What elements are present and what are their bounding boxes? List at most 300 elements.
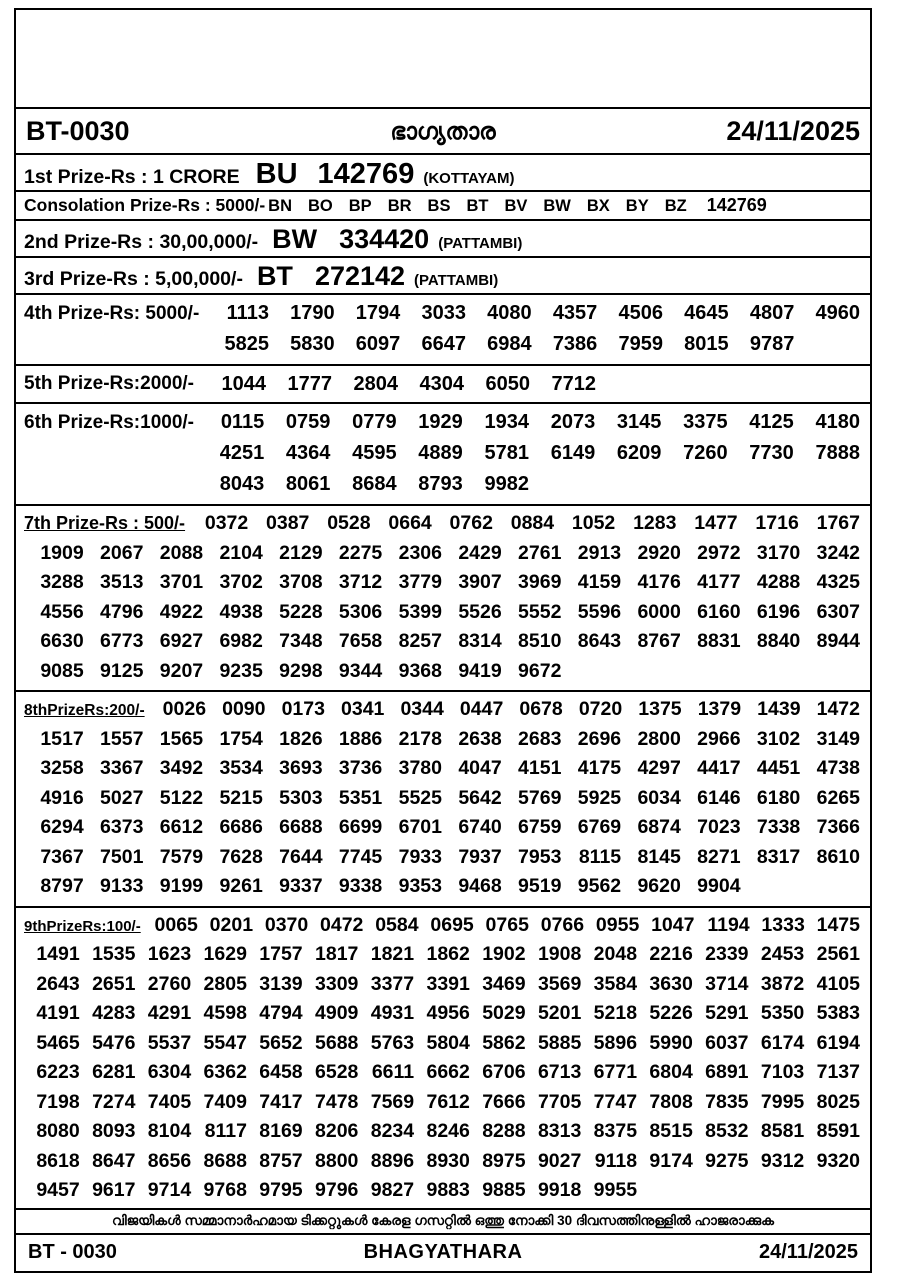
prize-number: 8581 [760, 1120, 805, 1142]
prize-number: 9904 [697, 875, 741, 897]
prize-number: 0955 [595, 913, 640, 936]
prize-number: 7628 [219, 845, 263, 868]
prize-number: 3708 [279, 571, 323, 593]
prize-number: 8793 [418, 473, 463, 495]
prize-number: 6160 [697, 600, 741, 623]
prize-number: 1716 [755, 512, 799, 534]
third-prize-place: (PATTAMBI) [414, 272, 499, 289]
eighth-prize-row [16, 692, 870, 908]
prize-number: 5781 [484, 442, 529, 464]
prize-number: 9353 [398, 875, 442, 897]
prize-number: 6458 [259, 1061, 303, 1083]
prize-number: 6630 [40, 630, 84, 652]
prize-number: 4960 [815, 302, 860, 324]
prize-number: 1826 [279, 727, 323, 750]
prize-number: 2913 [577, 541, 622, 564]
prize-number: 0387 [266, 512, 310, 534]
prize-number: 8944 [816, 630, 860, 652]
ninth-prize-row [16, 908, 870, 1208]
prize-number: 2073 [550, 411, 596, 433]
prize-number: 7417 [259, 1090, 303, 1113]
fourth-prize-numbers [203, 298, 860, 360]
prize-number: 6097 [355, 333, 401, 355]
prize-number: 6037 [705, 1031, 749, 1054]
consolation-series: BO [308, 197, 333, 215]
prize-number: 9620 [637, 875, 681, 897]
prize-number: 7501 [100, 845, 144, 868]
prize-number: 8930 [426, 1149, 470, 1172]
prize-number: 8117 [204, 1120, 247, 1142]
prize-number: 6304 [147, 1061, 192, 1083]
prize-number: 4357 [552, 302, 598, 324]
prize-number: 5525 [398, 786, 442, 809]
prize-number: 4175 [577, 757, 622, 779]
prize-number: 8515 [649, 1120, 693, 1142]
prize-number: 7808 [649, 1090, 693, 1113]
prize-number: 5896 [593, 1031, 638, 1054]
sixth-prize-numbers [198, 407, 860, 500]
prize-number: 2683 [518, 727, 562, 750]
first-prize-place: (KOTTAYAM) [423, 170, 515, 187]
prize-number: 7959 [618, 333, 663, 355]
seventh-prize-label: 7th Prize-Rs : 500/- [24, 513, 186, 533]
prize-number: 6194 [816, 1031, 860, 1054]
consolation-prize-label: Consolation Prize-Rs : 5000/- [24, 195, 266, 215]
prize-number: 3367 [100, 757, 144, 779]
fourth-prize-row [16, 295, 870, 366]
prize-number: 7338 [756, 816, 801, 838]
prize-number: 8647 [92, 1149, 136, 1172]
prize-number: 0678 [519, 698, 563, 720]
seventh-prize-numbers-first [187, 509, 860, 539]
prize-number: 4556 [40, 600, 84, 623]
prize-number: 4288 [756, 571, 801, 593]
prize-number: 9918 [537, 1179, 582, 1201]
prize-number: 6699 [338, 816, 383, 838]
prize-number: 1283 [633, 512, 677, 534]
prize-number: 8510 [518, 630, 562, 652]
prize-number: 7366 [816, 816, 860, 838]
title-row [16, 109, 870, 155]
prize-number: 5306 [338, 600, 383, 623]
prize-number: 1491 [36, 943, 80, 965]
consolation-series: BW [543, 197, 571, 215]
prize-number: 1472 [816, 698, 860, 720]
prize-number: 1333 [761, 913, 805, 936]
prize-number: 1557 [100, 727, 144, 750]
prize-number: 6362 [203, 1061, 247, 1083]
prize-number: 9199 [159, 875, 204, 897]
prize-number: 5825 [224, 333, 269, 355]
prize-number: 4291 [147, 1002, 192, 1024]
prize-number: 1908 [537, 943, 582, 965]
footer-lottery-name: BHAGYATHARA [363, 1241, 523, 1263]
footer-row [16, 1235, 870, 1271]
consolation-series: BN [268, 197, 293, 215]
prize-number: 1047 [651, 913, 695, 936]
ninth-prize-numbers-first [143, 911, 860, 941]
prize-number: 8831 [697, 630, 741, 652]
prize-number: 4931 [370, 1002, 415, 1024]
prize-number: 5769 [518, 786, 562, 809]
prize-number: 3513 [100, 571, 144, 593]
prize-number: 7137 [816, 1061, 860, 1083]
prize-number: 2966 [697, 727, 741, 750]
prize-number: 9133 [100, 875, 144, 897]
prize-number: 4180 [815, 411, 860, 433]
prize-number: 7103 [760, 1061, 805, 1083]
consolation-series-list [268, 197, 703, 216]
prize-number: 5027 [100, 786, 144, 809]
prize-number: 5885 [537, 1031, 582, 1054]
prize-number: 8896 [370, 1149, 415, 1172]
prize-number: 6196 [756, 600, 801, 623]
prize-number: 1044 [221, 372, 266, 395]
prize-number: 4297 [637, 757, 681, 779]
prize-number: 6662 [426, 1061, 470, 1083]
prize-number: 7705 [537, 1090, 582, 1113]
prize-number: 1821 [370, 943, 415, 965]
prize-number: 5351 [338, 786, 383, 809]
prize-number: 2561 [816, 943, 860, 965]
prize-number: 2067 [100, 541, 144, 564]
prize-number: 5399 [398, 600, 442, 623]
prize-number: 6982 [219, 630, 263, 652]
prize-number: 1477 [694, 512, 738, 534]
second-prize-number: 334420 [339, 224, 430, 254]
prize-number: 1375 [638, 698, 682, 720]
prize-number: 8145 [637, 845, 681, 868]
prize-number: 9298 [279, 659, 323, 682]
prize-number: 4956 [426, 1002, 470, 1024]
prize-number: 7386 [552, 333, 598, 355]
prize-number: 2129 [279, 541, 323, 564]
prize-number: 5383 [816, 1002, 860, 1024]
prize-number: 1909 [40, 541, 84, 564]
prize-number: 1934 [484, 411, 529, 433]
prize-number: 5526 [458, 600, 502, 623]
prize-number: 8115 [578, 845, 622, 868]
prize-number: 3907 [458, 571, 502, 593]
prize-number: 2104 [219, 541, 263, 564]
prize-number: 5215 [219, 786, 263, 809]
prize-number: 7198 [36, 1090, 80, 1113]
second-prize-label: 2nd Prize-Rs : 30,00,000/- [24, 231, 259, 253]
prize-number: 0762 [449, 512, 493, 534]
prize-number: 6307 [816, 600, 860, 623]
prize-number: 8061 [285, 473, 331, 495]
prize-number: 2972 [697, 541, 741, 564]
prize-number: 1777 [287, 372, 332, 395]
prize-number: 8015 [684, 333, 729, 355]
prize-number: 2804 [353, 372, 398, 395]
prize-number: 6050 [485, 372, 530, 395]
consolation-series: BZ [664, 197, 687, 215]
prize-number: 8093 [92, 1120, 136, 1142]
prize-number: 3033 [421, 302, 466, 324]
prize-number: 3258 [40, 757, 84, 779]
prize-number: 8257 [398, 630, 442, 652]
prize-number: 8797 [40, 875, 84, 897]
prize-number: 1535 [92, 943, 136, 965]
prize-number: 9796 [315, 1179, 359, 1201]
prize-number: 9672 [518, 659, 562, 682]
prize-number: 8643 [577, 630, 622, 652]
prize-number: 6927 [159, 630, 204, 652]
prize-number: 7023 [697, 816, 741, 838]
prize-number: 2920 [637, 541, 681, 564]
prize-number: 2429 [458, 541, 502, 564]
prize-number: 3145 [616, 411, 662, 433]
prize-number: 8688 [203, 1149, 247, 1172]
prize-number: 6612 [159, 816, 204, 838]
seventh-prize-numbers [24, 539, 860, 687]
prize-number: 6611 [371, 1061, 415, 1083]
prize-number: 7888 [815, 442, 860, 464]
prize-number: 6146 [697, 786, 741, 809]
prize-number: 9787 [749, 333, 795, 355]
prize-number: 9275 [705, 1149, 749, 1172]
prize-number: 0695 [430, 913, 474, 936]
prize-number: 8317 [756, 845, 801, 868]
prize-number: 9885 [482, 1179, 526, 1201]
prize-number: 6701 [398, 816, 442, 838]
prize-number: 5763 [370, 1031, 415, 1054]
prize-number: 1113 [226, 302, 269, 324]
prize-number: 6891 [705, 1061, 749, 1083]
prize-number: 8591 [816, 1120, 860, 1142]
prize-number: 4364 [285, 442, 331, 464]
prize-number: 1862 [426, 943, 470, 965]
prize-number: 9982 [484, 473, 529, 495]
prize-number: 9827 [370, 1179, 415, 1201]
prize-number: 0173 [281, 698, 325, 720]
prize-number: 4938 [219, 600, 263, 623]
prize-number: 9337 [279, 875, 323, 897]
prize-number: 0370 [264, 913, 309, 936]
prize-number: 6373 [100, 816, 144, 838]
claim-instruction-note: വിജയികൾ സമ്മാനാർഹമായ ടിക്കറ്റുകൾ കേരള ഗസറ്റിൽ ഒത്തു നോക്കി 30 ദിവസത്തിനുള്ളിൽ ഹാജരാക്കുക [16, 1208, 870, 1235]
prize-number: 8169 [259, 1120, 303, 1142]
prize-number: 8206 [315, 1120, 359, 1142]
prize-number: 4794 [259, 1002, 303, 1024]
lottery-code: BT-0030 [26, 115, 130, 146]
prize-number: 9344 [338, 659, 383, 682]
prize-number: 0065 [154, 913, 198, 936]
prize-number: 4283 [92, 1002, 136, 1024]
prize-number: 3872 [760, 972, 805, 995]
prize-number: 7747 [593, 1090, 638, 1113]
prize-number: 3780 [398, 757, 442, 779]
prize-number: 5029 [482, 1002, 526, 1024]
ninth-prize-label: 9thPrizeRs:100/- [24, 917, 141, 935]
prize-number: 5547 [203, 1031, 247, 1054]
prize-number: 6281 [92, 1061, 136, 1083]
prize-number: 6647 [421, 333, 466, 355]
prize-number: 8618 [36, 1149, 80, 1172]
sixth-prize-label: 6th Prize-Rs:1000/- [24, 412, 195, 433]
prize-number: 4889 [418, 442, 463, 464]
prize-number: 9617 [92, 1179, 136, 1201]
consolation-series: BV [504, 197, 528, 215]
prize-number: 1817 [315, 943, 359, 965]
prize-number: 0115 [220, 411, 265, 433]
prize-number: 3712 [338, 571, 383, 593]
prize-number: 8288 [482, 1120, 526, 1142]
prize-number: 9085 [40, 659, 84, 682]
prize-number: 8104 [147, 1120, 192, 1142]
prize-number: 9312 [760, 1149, 805, 1172]
prize-number: 8767 [637, 630, 681, 652]
prize-number: 6686 [219, 816, 263, 838]
prize-number: 0201 [209, 913, 254, 936]
prize-number: 2178 [398, 727, 442, 750]
prize-number: 2800 [637, 727, 681, 750]
prize-number: 9883 [426, 1179, 470, 1201]
prize-number: 3375 [683, 411, 728, 433]
prize-number: 9419 [458, 659, 502, 682]
prize-number: 1790 [290, 302, 335, 324]
consolation-series: BY [625, 197, 649, 215]
prize-number: 8975 [482, 1149, 526, 1172]
prize-number: 7579 [159, 845, 204, 868]
prize-number: 0026 [162, 698, 207, 720]
prize-number: 1757 [259, 943, 303, 965]
prize-number: 5218 [593, 1002, 638, 1024]
prize-number: 0884 [510, 512, 555, 534]
first-prize-label: 1st Prize-Rs : 1 CRORE [24, 166, 240, 188]
prize-number: 8271 [697, 845, 741, 868]
prize-number: 7835 [705, 1090, 749, 1113]
prize-number: 5688 [315, 1031, 359, 1054]
ninth-prize-numbers [24, 940, 860, 1206]
prize-number: 1623 [147, 943, 192, 965]
prize-number: 8080 [36, 1120, 80, 1142]
prize-number: 2275 [338, 541, 383, 564]
prize-number: 4451 [756, 757, 801, 779]
prize-number: 9519 [518, 875, 562, 897]
prize-number: 9125 [100, 659, 144, 682]
prize-number: 4738 [816, 757, 860, 779]
prize-number: 9368 [398, 659, 442, 682]
prize-number: 2216 [649, 943, 693, 965]
first-prize-row [16, 155, 870, 192]
prize-number: 0344 [400, 698, 444, 720]
prize-number: 9468 [458, 875, 502, 897]
prize-number: 4807 [749, 302, 795, 324]
prize-number: 3534 [219, 757, 263, 779]
prize-number: 3102 [756, 727, 801, 750]
prize-number: 9118 [594, 1149, 638, 1172]
prize-number: 1194 [707, 913, 750, 936]
prize-number: 1565 [159, 727, 204, 750]
prize-number: 2088 [159, 541, 204, 564]
prize-number: 2048 [593, 943, 638, 965]
prize-number: 3702 [219, 571, 263, 593]
prize-number: 9261 [219, 875, 263, 897]
prize-number: 6265 [816, 786, 860, 809]
prize-number: 3288 [40, 571, 84, 593]
prize-number: 3779 [398, 571, 442, 593]
prize-number: 9338 [338, 875, 383, 897]
footer-code: BT - 0030 [28, 1241, 117, 1263]
prize-number: 7644 [279, 845, 323, 868]
prize-number: 9207 [159, 659, 204, 682]
prize-number: 4595 [352, 442, 397, 464]
prize-number: 8025 [816, 1090, 860, 1113]
prize-number: 3391 [426, 972, 470, 995]
prize-number: 2643 [36, 972, 80, 995]
prize-number: 6174 [760, 1031, 805, 1054]
prize-number: 4506 [618, 302, 663, 324]
prize-number: 5925 [577, 786, 622, 809]
prize-number: 6984 [487, 333, 532, 355]
prize-number: 4191 [36, 1002, 80, 1024]
prize-number: 1052 [571, 512, 616, 534]
prize-number: 7933 [398, 845, 442, 868]
prize-number: 2651 [92, 972, 136, 995]
prize-number: 7478 [315, 1090, 359, 1113]
result-sheet [14, 8, 872, 1273]
prize-number: 6874 [637, 816, 681, 838]
prize-number: 0765 [485, 913, 529, 936]
prize-number: 3492 [159, 757, 204, 779]
prize-number: 7730 [749, 442, 794, 464]
prize-number: 3584 [593, 972, 638, 995]
prize-number: 7367 [40, 845, 84, 868]
prize-number: 2306 [398, 541, 442, 564]
prize-number: 0779 [352, 411, 397, 433]
prize-number: 5226 [649, 1002, 693, 1024]
consolation-series: BT [466, 197, 489, 215]
prize-number: 6149 [550, 442, 596, 464]
prize-number: 6180 [756, 786, 801, 809]
prize-number: 4922 [159, 600, 204, 623]
prize-number: 1475 [816, 913, 860, 936]
prize-number: 7745 [338, 845, 383, 868]
prize-number: 4105 [816, 972, 860, 995]
prize-number: 0341 [341, 698, 385, 720]
prize-number: 6771 [593, 1061, 638, 1083]
eighth-prize-label: 8thPrizeRs:200/- [24, 702, 145, 719]
prize-number: 8757 [259, 1149, 303, 1172]
second-prize-row [16, 221, 870, 258]
prize-number: 5350 [760, 1002, 805, 1024]
prize-number: 8800 [315, 1149, 359, 1172]
prize-number: 5990 [649, 1031, 693, 1054]
prize-number: 9320 [816, 1149, 860, 1172]
prize-number: 8313 [537, 1120, 582, 1142]
prize-number: 3377 [370, 972, 415, 995]
prize-number: 4325 [816, 571, 860, 593]
eighth-prize-numbers [24, 725, 860, 902]
prize-number: 4598 [203, 1002, 247, 1024]
prize-number: 1379 [697, 698, 742, 720]
prize-number: 0372 [204, 512, 249, 534]
prize-number: 6804 [649, 1061, 693, 1083]
prize-number: 9174 [649, 1149, 693, 1172]
prize-number: 1629 [203, 943, 247, 965]
prize-number: 0090 [222, 698, 266, 720]
third-prize-series: BT [256, 261, 293, 291]
prize-number: 8234 [370, 1120, 415, 1142]
prize-number: 3309 [315, 972, 359, 995]
draw-date: 24/11/2025 [726, 115, 860, 146]
prize-number: 7995 [760, 1090, 805, 1113]
prize-number: 6223 [36, 1061, 80, 1083]
prize-number: 0447 [459, 698, 504, 720]
prize-number: 9795 [259, 1179, 303, 1201]
